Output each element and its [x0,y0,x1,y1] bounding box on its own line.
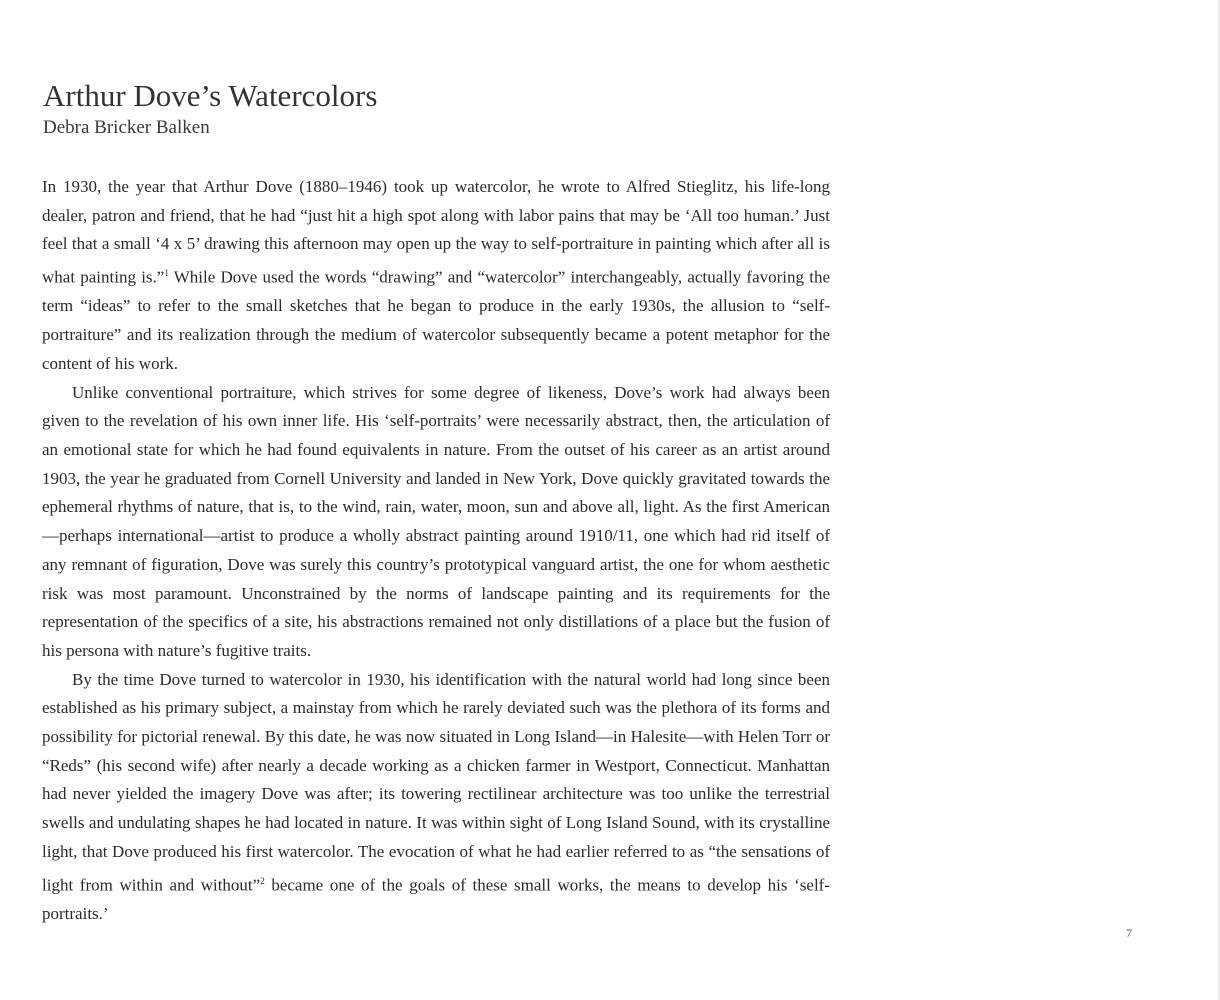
paragraph-2 [42,379,830,666]
page-number: 7 [1126,926,1132,940]
paragraph-3-text-after: became one of the goals of these small works, the means to develop his ‘self-portraits.’ [42,875,830,923]
paragraph-3-text: By the time Dove turned to watercolor in 1930, his identification with the natural world had long since been established as his primary subject, a mainstay from which he rarely deviated such was the plethora of its forms and possibility for pictorial renewal. By this date, he was now situated in Long Island—in Halesite—with Helen Torr or “Reds” (his second wife) after nearly a decade working as a chicken farmer in Westport, Connecticut. Manhattan had never yielded the imagery Dove was after; its towering rectilinear architecture was too unlike the terrestrial swells and undulating shapes he had located in nature. It was within sight of Long Island Sound, with its crystalline light, that Dove produced his first watercolor. The evocation of what he had earlier referred to as “the sensations of light from within and without” [42,669,830,895]
footnote-marker-2: 2 [260,875,265,886]
paragraph-1 [42,173,830,379]
paragraph-1-text-after: While Dove used the words “drawing” and “watercolor” interchangeably, actually favoring the term “ideas” to refer to the small sketches that he began to produce in the early 1930s, the allusion to “self-portraiture” and its realization through the medium of watercolor subsequently became a potent metaphor for the content of his work. [42,267,830,373]
paragraph-3 [42,666,830,929]
article-body [42,173,830,929]
paragraph-1-text: In 1930, the year that Arthur Dove (1880–1946) took up watercolor, he wrote to Alfred Stieglitz, his life-long dealer, patron and friend, that he had “just hit a high spot along with labor pains that may be ‘All too human.’ Just feel that a small ‘4 x 5’ drawing this afternoon may open up the way to self-portraiture in painting which after all is what painting is.” [42,177,830,287]
paragraph-2-text: Unlike conventional portraiture, which strives for some degree of likeness, Dove’s work had always been given to the revelation of his own inner life. His ‘self-portraits’ were necessarily abstract, then, the articulation of an emotional state for which he had found equivalents in nature. From the outset of his career as an artist around 1903, the year he graduated from Cornell University and landed in New York, Dove quickly gravitated towards the ephemeral rhythms of nature, that is, to the wind, rain, water, moon, sun and above all, light. As the first American—perhaps international—artist to produce a wholly abstract painting around 1910/11, one which had rid itself of any remnant of figuration, Dove was surely this country’s prototypical vanguard artist, the one for whom aesthetic risk was most paramount. Unconstrained by the norms of landscape painting and its requirements for the representation of the specifics of a site, his abstractions remained not only distillations of a place but the fusion of his persona with nature’s fugitive traits. [42,382,830,660]
article-author: Debra Bricker Balken [43,117,210,138]
footnote-marker-1: 1 [164,268,169,279]
article-title: Arthur Dove’s Watercolors [43,78,378,113]
